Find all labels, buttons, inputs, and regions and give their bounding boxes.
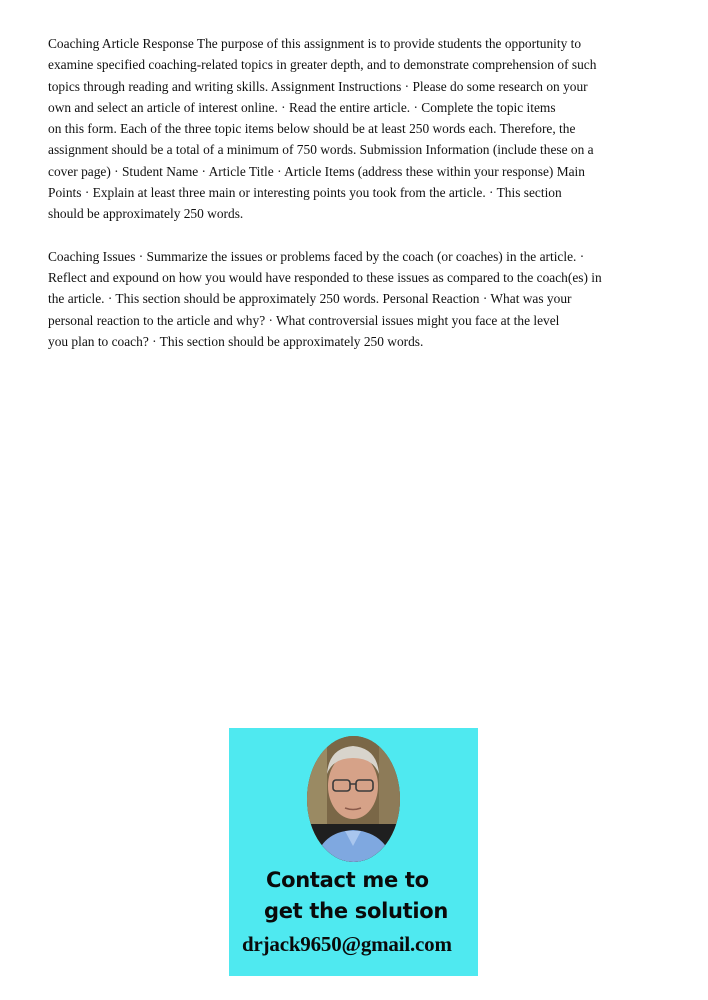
document-body — [48, 33, 668, 352]
contact-email: drjack9650@gmail.com — [242, 932, 452, 956]
promo-headline-line1: Contact me to — [266, 868, 429, 892]
text-line: the article. · This section should be approximately 250 words. Personal Reaction · What was your — [48, 291, 572, 307]
text-line: on this form. Each of the three topic items below should be at least 250 words each. Therefore, the — [48, 121, 576, 137]
promo-headline-line2: get the solution — [264, 899, 449, 923]
text-line: Coaching Issues · Summarize the issues or problems faced by the coach (or coaches) in the article. · — [48, 248, 585, 264]
text-line: own and select an article of interest online. · Read the entire article. · Complete the topic items — [48, 99, 556, 115]
paragraph-assignment-overview — [48, 33, 668, 225]
text-line: assignment should be a total of a minimum of 750 words. Submission Information (include these on a — [48, 142, 594, 158]
text-line: examine specified coaching-related topics in greater depth, and to demonstrate comprehension of such — [48, 57, 597, 73]
text-line: personal reaction to the article and why? · What controversial issues might you face at the level — [48, 312, 560, 328]
portrait-photo — [307, 736, 400, 862]
text-line: Reflect and expound on how you would have responded to these issues as compared to the coach(es) in — [48, 269, 602, 285]
text-line: Points · Explain at least three main or interesting points you took from the article. · This section — [48, 185, 562, 201]
text-line: topics through reading and writing skills. Assignment Instructions · Please do some research on your — [48, 78, 588, 94]
text-line: cover page) · Student Name · Article Title · Article Items (address these within your response) Main — [48, 163, 585, 179]
text-line: Coaching Article Response The purpose of this assignment is to provide students the opportunity to — [48, 36, 582, 51]
text-line: you plan to coach? · This section should be approximately 250 words. — [48, 333, 424, 349]
text-line: should be approximately 250 words. — [48, 206, 244, 222]
paragraph-coaching-issues — [48, 246, 668, 352]
contact-promo-banner — [229, 728, 478, 976]
